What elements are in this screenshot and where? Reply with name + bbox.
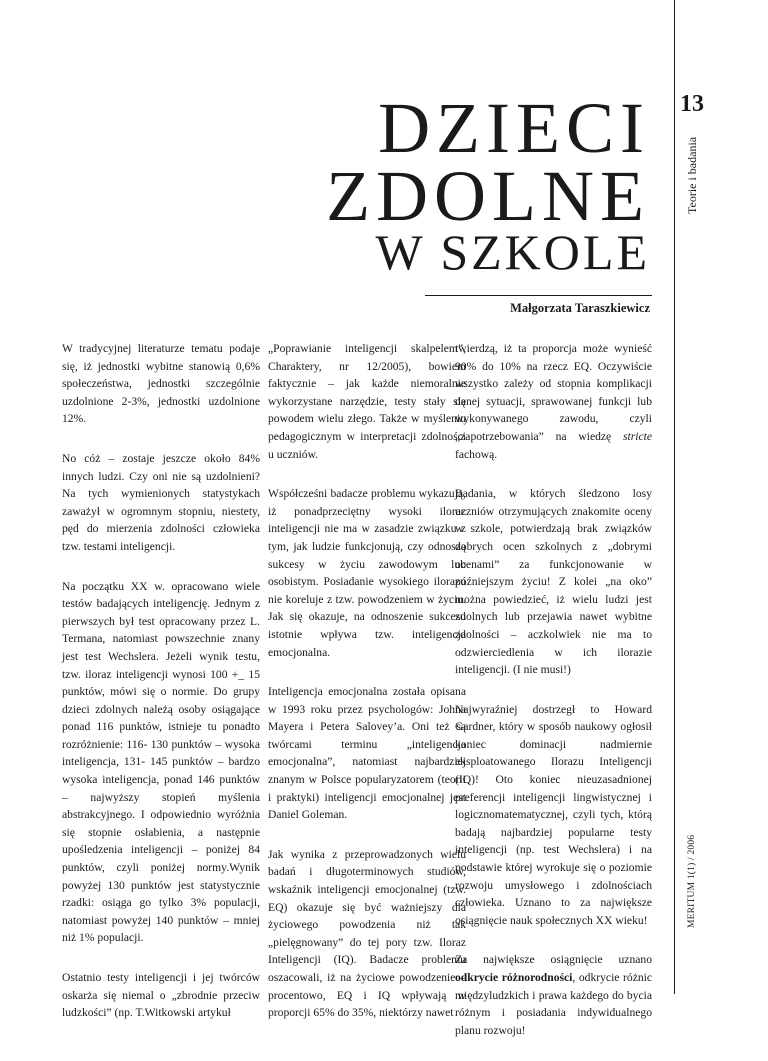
paragraph: Badania, w których śledzono losy uczniów otrzymujących znakomite oceny w szkole, potwierdzają brak związków dobrych ocen szkolnych z „dobrymi ocenami” za funkcjonowanie w późniejszym życiu! Z kolei „na oko” można powiedzieć, iż wielu ludzi jest zdolnych lub przejawia nawet wybitne zdolności – aczkolwiek nie ma to odzwierciedlenia w ich ilorazie inteligencji. (I nie musi!) [455,487,652,677]
journal-label: MERITUM 1(1) / 2006 [687,834,697,928]
paragraph [455,340,652,463]
paragraph [455,951,652,1039]
paragraph: „Poprawianie inteligencji skalpelem”, Charaktery, nr 12/2005), bowiem faktycznie – jak każde niemoralnie wykorzystane narzędzie, testy stały się powodem wielu złego. Także w myśleniu pedagogicznym w interpretacji zdolności u uczniów. [268,342,466,461]
text-column-3 [455,340,652,1061]
title-line-1: DZIECI [378,88,650,168]
paragraph-text: Za największe osiągnięcie uznano [455,953,652,967]
page-number: 13 [680,91,704,117]
bold-term: odkrycie różnorodności [455,971,573,984]
paragraph: Jak wynika z przeprowadzonych wielu badań i długoterminowych studiów, wskaźnik inteligencji emocjonalnej (tzw. EQ) okazuje się być ważniejszy dla życiowego powodzenia niż tak „pielęgnowany” do tej pory tzw. Iloraz Inteligencji (IQ). Badacze problemu oszacowali, iż na życiowe powodzenie – procentowo, EQ i IQ wpływają w proporcji 65% do 35%, niektórzy nawet [268,847,466,1020]
paragraph-text: twierdzą, iż ta proporcja może wynieść 90% do 10% na rzecz EQ. Oczywiście wszystko zależy od stopnia komplikacji danej sytuacji, sprawowanej funkcji lub wykonywanego zawodu, czyli „zapotrzebowania” na wiedzę [455,342,652,443]
italic-term: stricte [623,429,652,443]
paragraph: Najwyraźniej dostrzegł to Howard Gardner, który w sposób naukowy ogłosił koniec dominacji nadmiernie eksploatowanego Ilorazu Inteligencji (IQ)! Oto koniec nieuzasadnionej preferencji inteligencji lingwistycznej i logicznomatematycznej, czyli tych, którą badają najbardziej popularne testy inteligencji (np. test Wechslera) i na podstawie której wyrokuje się o poziomie rozwoju umysłowego i zdolnościach człowieka. Uznano to za największe osiągnięcie nauk społecznych XX wieku! [455,702,652,927]
paragraph: Inteligencja emocjonalna została opisana w 1993 roku przez psychologów: Johna Mayera i Petera Salovey’a. Oni też są twórcami terminu „inteligencja emocjonalna”, natomiast najbardziej znanym w Polsce popularyzatorem (teorii i praktyki) inteligencji emocjonalnej jest Daniel Goleman. [268,685,466,822]
text-column-2 [268,340,466,1044]
margin-divider [674,0,675,994]
title-line-2: ZDOLNE [326,156,650,236]
paragraph-text: , odkrycie różnic międzyludzkich i prawa każdego do bycia różnym i posiadania indywidualnego planu rozwoju! [455,971,652,1037]
paragraph: Na początku XX w. opracowano wiele testów badających inteligencję. Jednym z pierwszych był test opracowany przez L. Termana, natomiast powszechnie znany jest test Wechslera. Jeżeli wynik testu, tzw. iloraz inteligencji wynosi 100 +_ 15 punktów, mówi się o normie. Do grupy dzieci zdolnych należą osoby osiągające ponad 116 punktów, istnieje tu ponadto rozróżnienie: 116- 130 punktów – wysoka inteligencja, 131- 145 punktów – bardzo wysoka inteligencja, ponad 146 punktów – najwyższy stopień myślenia abstrakcyjnego. I odpowiednio wyróżnia się stopnie osłabienia, a następnie upośledzenia inteligencji – poniżej 84 punktów, czyli poniżej normy.Wynik powyżej 130 punktów jest statystycznie rzadki: osiąga go tylko 3% populacji, natomiast powyżej 140 punktów – mniej niż 1% populacji. [62,579,260,945]
paragraph-text: fachową. [455,447,498,461]
paragraph: No cóż – zostaje jeszcze około 84% innych ludzi. Czy oni nie są uzdolnieni? Na tych wymienionych statystykach zaważył w ogromnym stopniu, niestety, pęd do mierzenia zdolności człowieka tzw. testami inteligencji. [62,451,260,553]
title-line-3: W SZKOLE [375,224,650,280]
paragraph: W tradycyjnej literaturze tematu podaje się, iż jednostki wybitne stanowią 0,6% społeczeństwa, jednostki szczególnie uzdolnione 2-3%, jednostki uzdolnione 12%. [62,342,260,426]
paragraph: Współcześni badacze problemu wykazują, iż ponadprzeciętny wysoki iloraz inteligencji nie ma w zasadzie związku z tym, jak ludzie funkcjonują, czy odnoszą sukcesy w życiu zawodowym lub osobistym. Posiadanie wysokiego ilorazu nie koreluje z tzw. powodzeniem w życiu. Jak się okazuje, na odnoszenie sukcesu istotnie wpływa tzw. inteligencja emocjonalna. [268,487,466,659]
author-name: Małgorzata Taraszkiewicz [510,301,650,315]
section-label: Teorie i badania [685,136,699,214]
author-rule [425,295,652,296]
paragraph: Ostatnio testy inteligencji i jej twórców oskarża się niemal o „zbrodnie przeciw ludzkości” (np. T.Witkowski artykuł [62,971,260,1020]
text-column-1 [62,340,260,1044]
